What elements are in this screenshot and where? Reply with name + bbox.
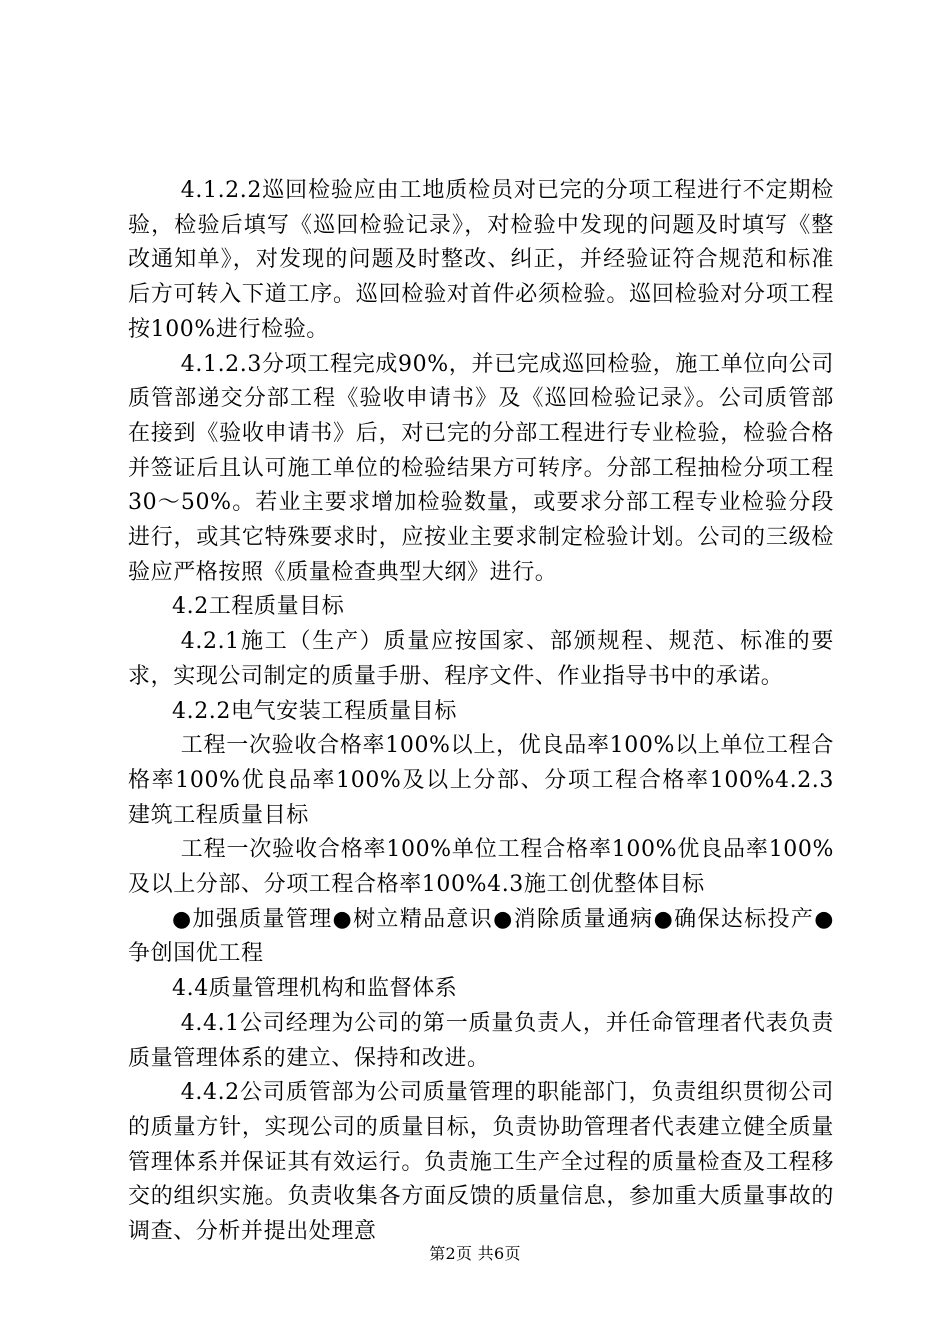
paragraph-construction-targets: 工程一次验收合格率100%单位工程合格率100%优良品率100%及以上分部、分项工程合格率100%4.3施工创优整体目标 (128, 837, 834, 898)
paragraph-4-1-2-3: 4.1.2.3分项工程完成90%，并已完成巡回检验，施工单位向公司质管部递交分部工程《验收申请书》及《巡回检验记录》。公司质管部在接到《验收申请书》后，对已完的分部工程进行专业检验，检验合格并签证后且认可施工单位的检验结果方可转序。分部工程抽检分项工程30～50%。若业主要求增加检验数量，或要求分部工程专业检验分段进行，或其它特殊要求时，应按业主要求制定检验计划。公司的三级检验应严格按照《质量检查典型大纲》进行。 (128, 351, 834, 585)
section-heading-4-2-2: 4.2.2电气安装工程质量目标 (172, 698, 457, 724)
paragraph-electrical-targets: 工程一次验收合格率100%以上，优良品率100%以上单位工程合格率100%优良品率100%及以上分部、分项工程合格率100%4.2.3建筑工程质量目标 (128, 733, 834, 828)
paragraph-4-2-1: 4.2.1施工（生产）质量应按国家、部颁规程、规范、标准的要求，实现公司制定的质量手册、程序文件、作业指导书中的承诺。 (128, 629, 834, 689)
paragraph-excellence-goals: ●加强质量管理●树立精品意识●消除质量通病●确保达标投产●争创国优工程 (128, 906, 834, 967)
document-body (128, 174, 834, 1250)
page-footer (0, 1244, 950, 1264)
section-heading-4-2: 4.2工程质量目标 (172, 594, 345, 620)
paragraph-4-4-2: 4.4.2公司质管部为公司质量管理的职能部门，负责组织贯彻公司的质量方针，实现公司的质量目标，负责协助管理者代表建立健全质量管理体系并保证其有效运行。负责施工生产全过程的质量检查及工程移交的组织实施。负责收集各方面反馈的质量信息，参加重大质量事故的调查、分析并提出处理意 (128, 1080, 834, 1245)
paragraph-4-1-2-2: 4.1.2.2巡回检验应由工地质检员对已完的分项工程进行不定期检验，检验后填写《巡回检验记录》，对检验中发现的问题及时填写《整改通知单》，对发现的问题及时整改、纠正，并经验证符合规范和标准后方可转入下道工序。巡回检验对首件必须检验。巡回检验对分项工程按100%进行检验。 (128, 178, 834, 342)
paragraph-4-4-1: 4.4.1公司经理为公司的第一质量负责人，并任命管理者代表负责质量管理体系的建立、保持和改进。 (128, 1010, 834, 1071)
page-indicator: 第2页 共6页 (429, 1244, 521, 1263)
section-heading-4-4: 4.4质量管理机构和监督体系 (172, 976, 458, 1002)
